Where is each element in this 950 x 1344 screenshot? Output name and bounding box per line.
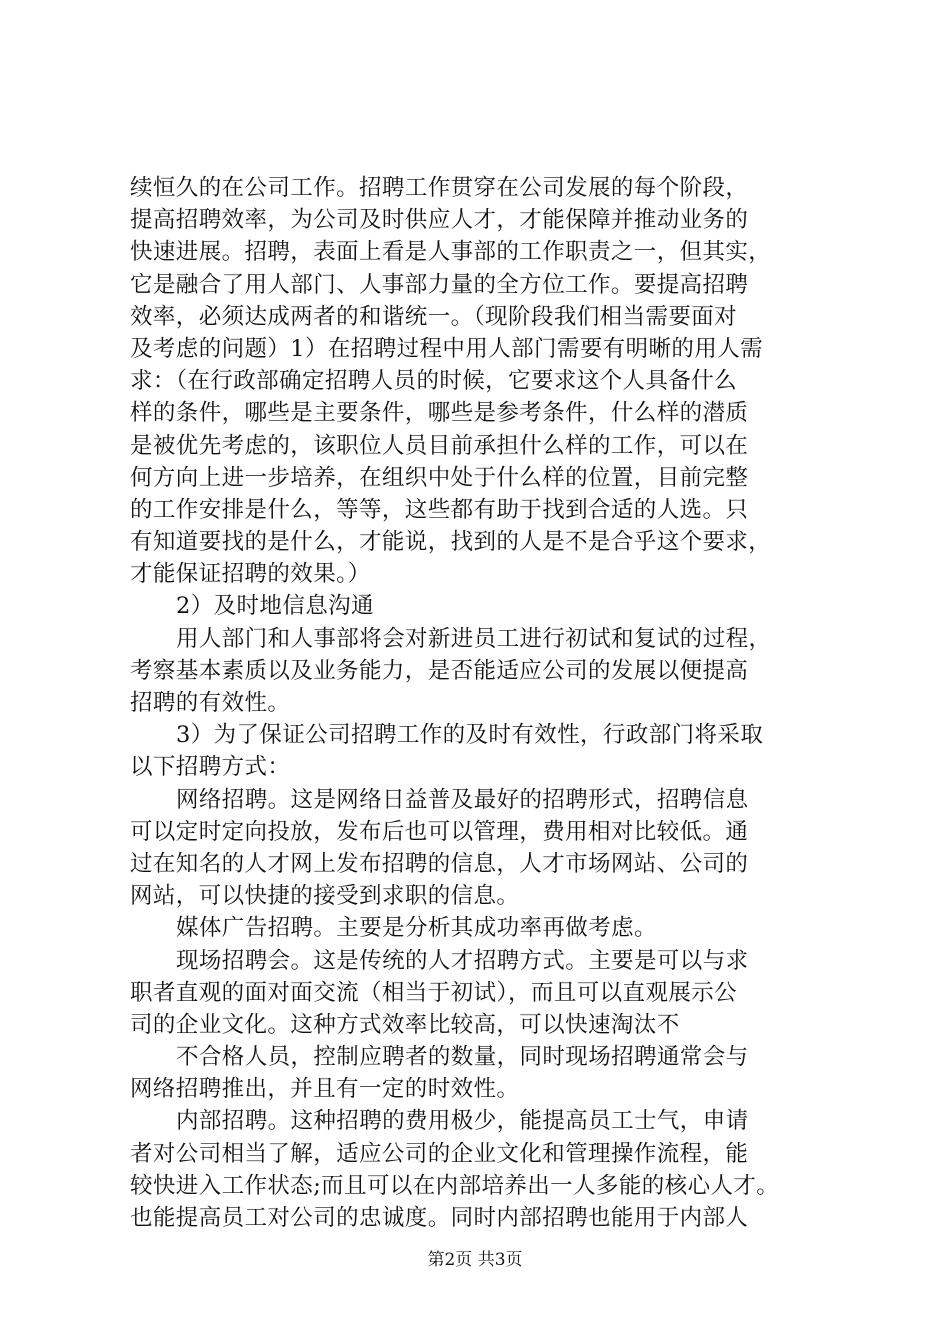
text-line: 媒体广告招聘。主要是分析其成功率再做考虑。 bbox=[176, 915, 657, 942]
text-line: 续恒久的在公司工作。招聘工作贯穿在公司发展的每个阶段， bbox=[130, 175, 749, 201]
text-line: 快速进展。招聘，表面上看是人事部的工作职责之一，但其实， bbox=[130, 239, 772, 266]
text-line: 2）及时地信息沟通 bbox=[176, 593, 374, 620]
text-line: 也能提高员工对公司的忠诚度。同时内部招聘也能用于内部人 bbox=[130, 1205, 749, 1231]
document-body bbox=[130, 172, 832, 1234]
text-line: 是被优先考虑的，该职位人员目前承担什么样的工作，可以在 bbox=[130, 432, 749, 459]
text-line: 较快进入工作状态;而且可以在内部培养出一人多能的核心人才。 bbox=[130, 1172, 780, 1199]
text-line: 不合格人员，控制应聘者的数量，同时现场招聘通常会与 bbox=[176, 1044, 749, 1071]
text-line: 可以定时定向投放，发布后也可以管理，费用相对比较低。通 bbox=[130, 818, 749, 845]
text-line: 网站，可以快捷的接受到求职的信息。 bbox=[130, 883, 520, 910]
text-line: 以下招聘方式： bbox=[130, 754, 291, 781]
text-line: 样的条件，哪些是主要条件，哪些是参考条件，什么样的潜质 bbox=[130, 400, 749, 427]
text-line: 现场招聘会。这是传统的人才招聘方式。主要是可以与求 bbox=[176, 947, 749, 974]
text-line: 才能保证招聘的效果。） bbox=[130, 561, 371, 588]
text-line: 招聘的有效性。 bbox=[130, 690, 291, 716]
text-line: 职者直观的面对面交流（相当于初试），而且可以直观展示公 bbox=[130, 979, 738, 1006]
text-line: 内部招聘。这种招聘的费用极少，能提高员工士气，申请 bbox=[176, 1108, 749, 1135]
text-line: 3）为了保证公司招聘工作的及时有效性，行政部门将采取 bbox=[176, 722, 764, 749]
text-line: 及考虑的问题）1）在招聘过程中用人部门需要有明晰的用人需 bbox=[130, 335, 764, 362]
text-line: 司的企业文化。这种方式效率比较高，可以快速淘汰不 bbox=[130, 1011, 680, 1038]
text-line: 求：（在行政部确定招聘人员的时候，它要求这个人具备什么 bbox=[130, 368, 738, 395]
text-line: 考察基本素质以及业务能力，是否能适应公司的发展以便提高 bbox=[130, 657, 749, 684]
text-line: 用人部门和人事部将会对新进员工进行初试和复试的过程， bbox=[176, 625, 772, 652]
text-line: 有知道要找的是什么，才能说，找到的人是不是合乎这个要求， bbox=[130, 529, 772, 556]
page-footer: 第2页 共3页 bbox=[427, 1250, 523, 1270]
text-line: 效率，必须达成两者的和谐统一。（现阶段我们相当需要面对 bbox=[130, 303, 738, 330]
text-line: 网络招聘。这是网络日益普及最好的招聘形式，招聘信息 bbox=[176, 786, 749, 813]
text-line: 何方向上进一步培养，在组织中处于什么样的位置，目前完整 bbox=[130, 464, 749, 491]
text-line: 者对公司相当了解，适应公司的企业文化和管理操作流程，能 bbox=[130, 1140, 749, 1167]
text-line: 它是融合了用人部门、人事部力量的全方位工作。要提高招聘 bbox=[130, 271, 749, 298]
text-line: 网络招聘推出，并且有一定的时效性。 bbox=[130, 1076, 520, 1103]
text-line: 过在知名的人才网上发布招聘的信息，人才市场网站、公司的 bbox=[130, 850, 749, 877]
text-line: 提高招聘效率，为公司及时供应人才，才能保障并推动业务的 bbox=[130, 207, 749, 234]
text-line: 的工作安排是什么，等等，这些都有助于找到合适的人选。只 bbox=[130, 496, 749, 523]
